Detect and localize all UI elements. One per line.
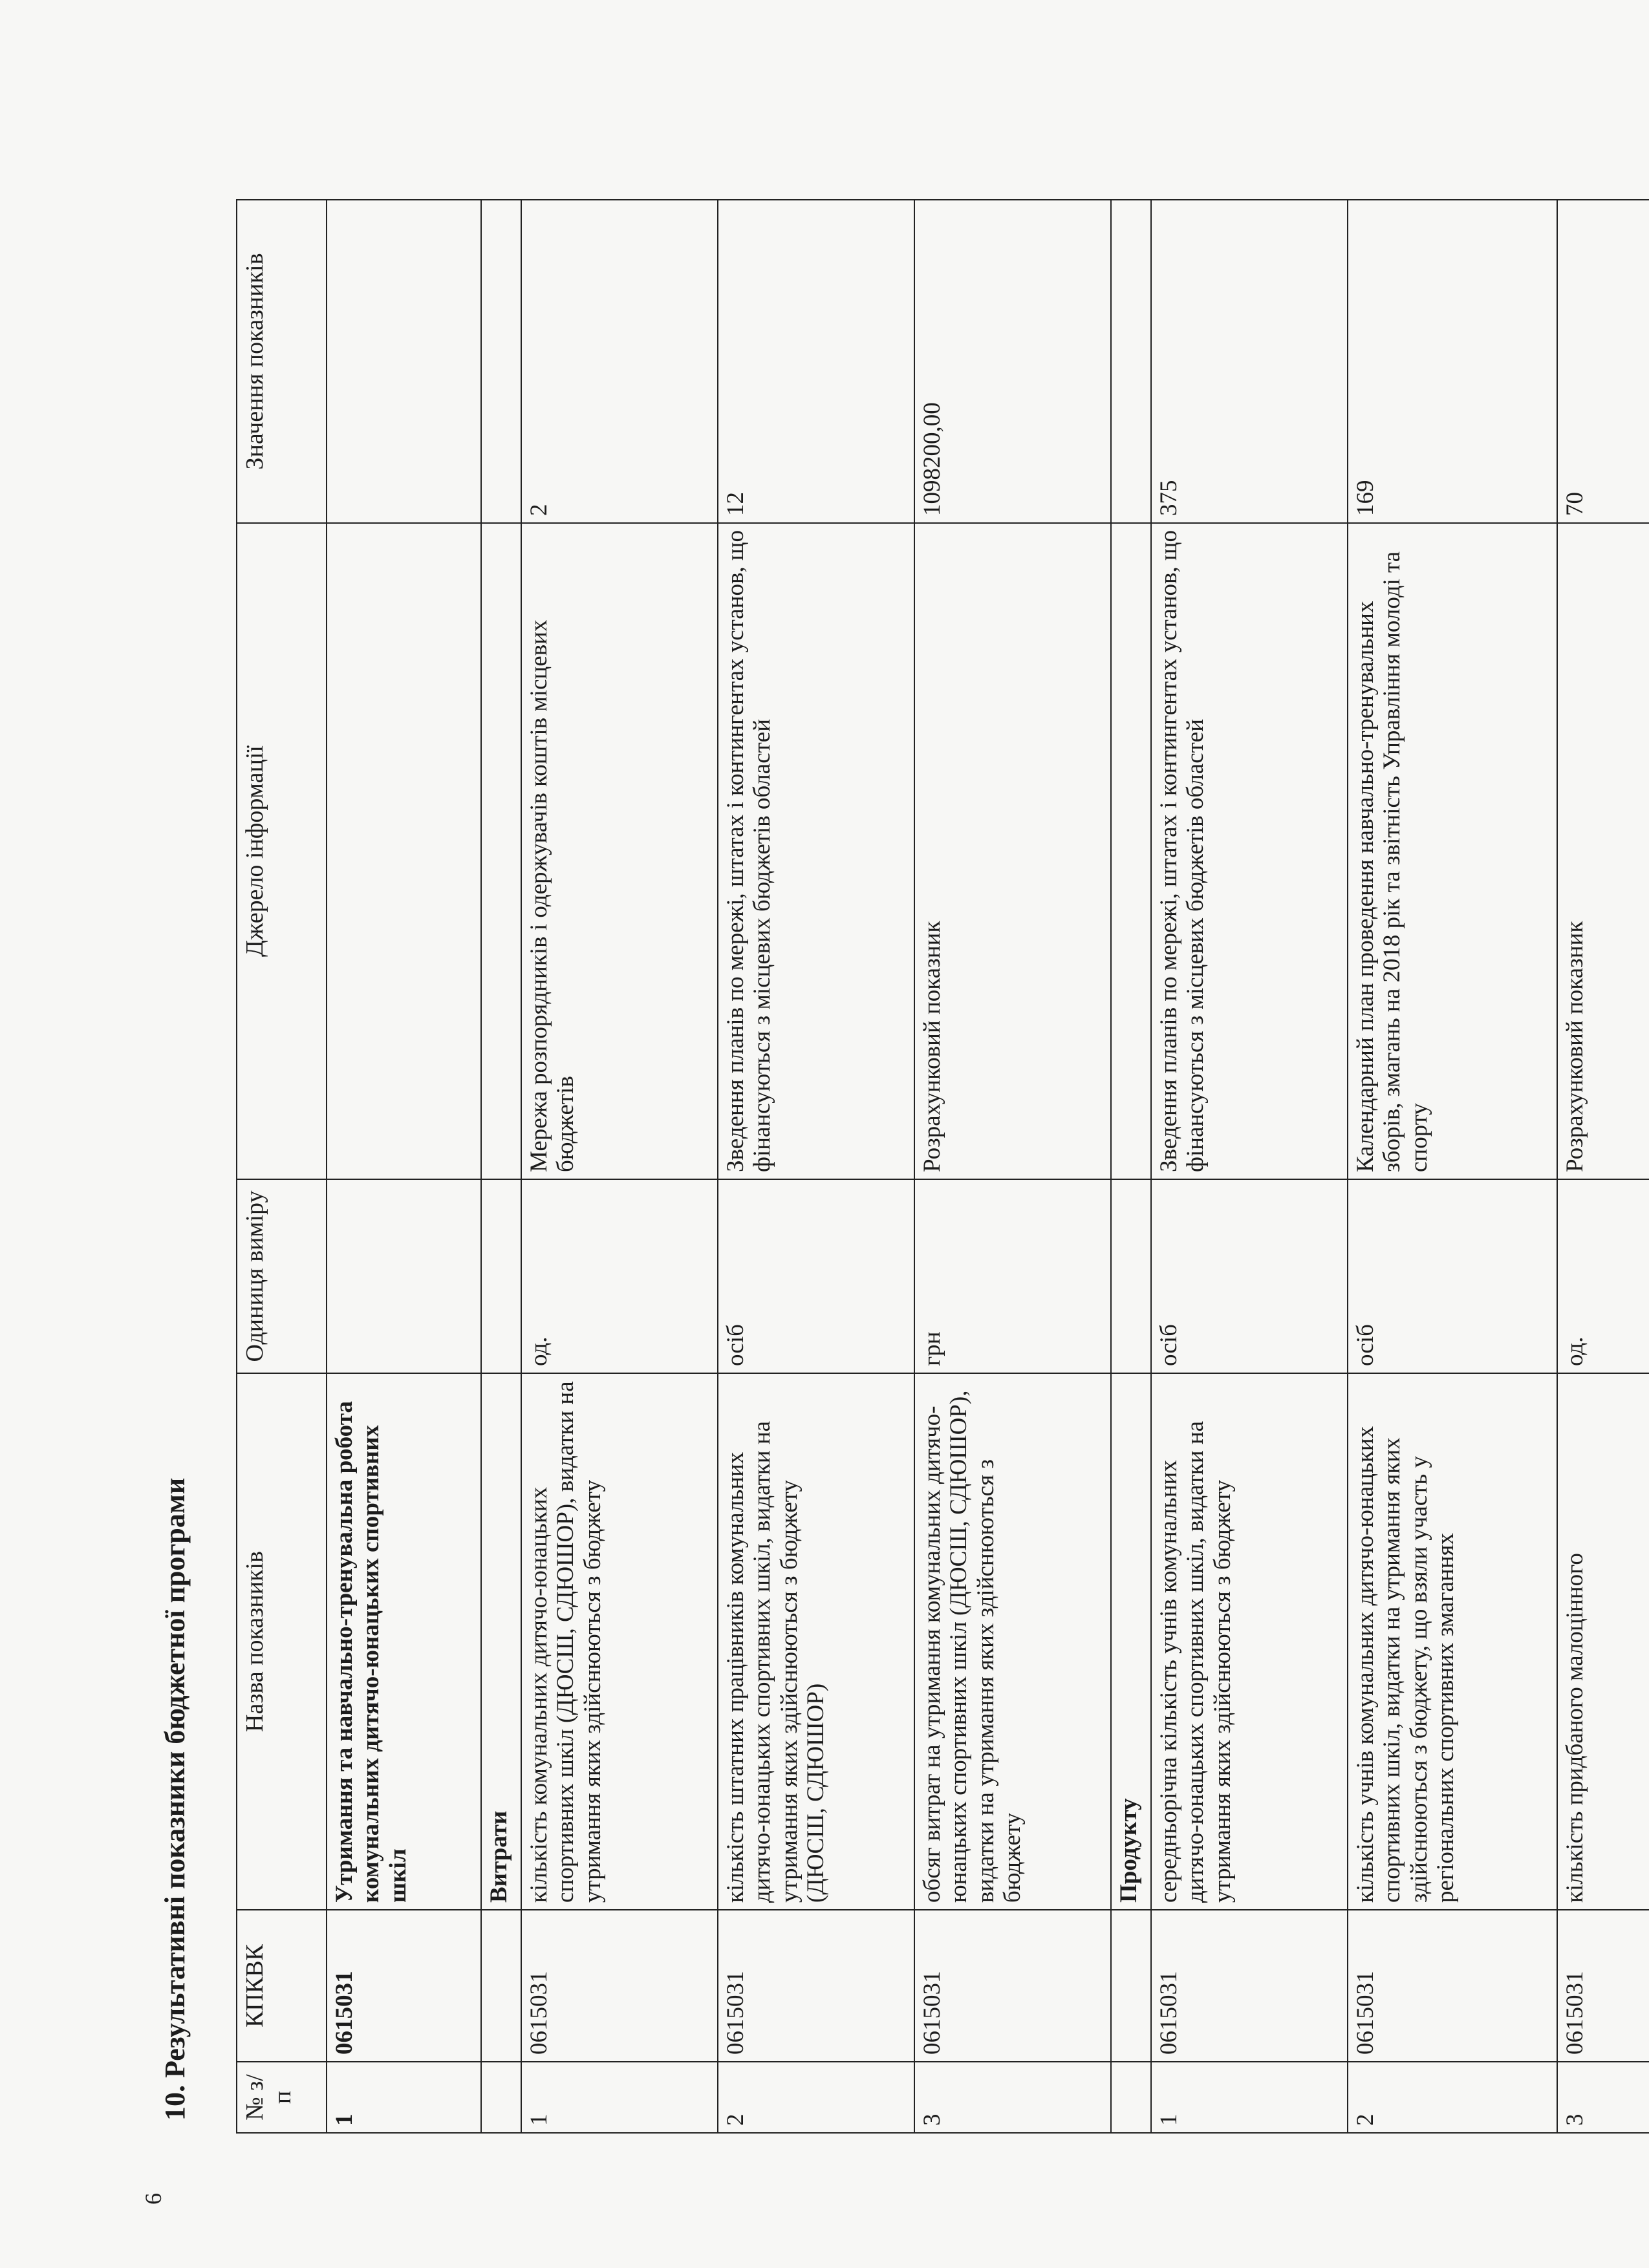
row-code: 0615031 [1557, 1910, 1649, 2062]
row-name: обсяг витрат на утримання комунальних дитячо-юнацьких спортивних шкіл (ДЮСШ, СДЮШОР), видатки на утримання яких здійснюються з бюджету [914, 1373, 1111, 1910]
row-name: кількість штатних працівників комунальних дитячо-юнацьких спортивних шкіл, видатки на утримання яких здійснюються з бюджету (ДЮСШ, СДЮШОР) [718, 1373, 914, 1910]
row-code: 0615031 [1348, 1910, 1557, 2062]
empty-cell [1111, 1179, 1151, 1373]
section-title-product: Продукту [1111, 1373, 1151, 1910]
row-unit: осіб [1151, 1179, 1348, 1373]
row-name: кількість придбаного малоцінного [1557, 1373, 1649, 1910]
table-row [914, 200, 1111, 2133]
row-name: середньорічна кількість учнів комунальних дитячо-юнацьких спортивних шкіл, видатки на утримання яких здійснюються з бюджету [1151, 1373, 1348, 1910]
header-name: Назва показників [237, 1373, 327, 1910]
empty-cell [327, 523, 481, 1179]
program-code: 0615031 [327, 1910, 481, 2062]
row-value: 375 [1151, 200, 1348, 523]
header-num: № з/п [237, 2062, 327, 2133]
row-value: 2 [521, 200, 718, 523]
row-unit: осіб [1348, 1179, 1557, 1373]
row-source: Зведення планів по мережі, штатах і контингентах установ, що фінансуються з місцевих бюджетів областей [718, 523, 914, 1179]
table-row [1151, 200, 1348, 2133]
row-unit: од. [1557, 1179, 1649, 1373]
document-sheet [158, 116, 1613, 2134]
section-title-costs: Витрати [481, 1373, 521, 1910]
row-source: Розрахунковий показник [1557, 523, 1649, 1179]
row-code: 0615031 [1151, 1910, 1348, 2062]
table-header-row [237, 200, 327, 2133]
row-code: 0615031 [521, 1910, 718, 2062]
row-source: Розрахунковий показник [914, 523, 1111, 1179]
row-code: 0615031 [914, 1910, 1111, 2062]
empty-cell [481, 200, 521, 523]
row-source: Зведення планів по мережі, штатах і контингентах установ, що фінансуються з місцевих бюджетів областей [1151, 523, 1348, 1179]
section-title: 10. Результативні показники бюджетної програми [159, 1477, 191, 2121]
row-name: кількість комунальних дитячо-юнацьких спортивних шкіл (ДЮСШ, СДЮШОР), видатки на утримання яких здійснюються з бюджету [521, 1373, 718, 1910]
row-unit: од. [521, 1179, 718, 1373]
row-num: 2 [718, 2062, 914, 2133]
table-row [1348, 200, 1557, 2133]
row-name: кількість учнів комунальних дитячо-юнацьких спортивних шкіл, видатки на утримання яких здійснюються з бюджету, що взяли участь у регіональних спортивних змаганнях [1348, 1373, 1557, 1910]
header-code: КПКВК [237, 1910, 327, 2062]
row-unit: грн [914, 1179, 1111, 1373]
empty-cell [481, 1179, 521, 1373]
row-value: 12 [718, 200, 914, 523]
row-num: 3 [1557, 2062, 1649, 2133]
program-name: Утримання та навчально-тренувальна робота комунальних дитячо-юнацьких спортивних шкіл [327, 1373, 481, 1910]
empty-cell [327, 1179, 481, 1373]
empty-cell [1111, 200, 1151, 523]
row-source: Календарний план проведення навчально-тренувальних зборів, змагань на 2018 рік та звітність Управління молоді та спорту [1348, 523, 1557, 1179]
row-num: 1 [1151, 2062, 1348, 2133]
empty-cell [1111, 2062, 1151, 2133]
row-num: 1 [521, 2062, 718, 2133]
empty-cell [481, 2062, 521, 2133]
table-row [1557, 200, 1649, 2133]
empty-cell [1111, 523, 1151, 1179]
header-value: Значення показників [237, 200, 327, 523]
row-value: 70 [1557, 200, 1649, 523]
header-unit: Одиниця виміру [237, 1179, 327, 1373]
header-source: Джерело інформації [237, 523, 327, 1179]
indicators-table [236, 199, 1649, 2134]
row-value: 169 [1348, 200, 1557, 523]
row-value: 1098200,00 [914, 200, 1111, 523]
empty-cell [481, 1910, 521, 2062]
table-row [521, 200, 718, 2133]
section-row-product [1111, 200, 1151, 2133]
row-code: 0615031 [718, 1910, 914, 2062]
empty-cell [1111, 1910, 1151, 2062]
program-row [327, 200, 481, 2133]
table-row [718, 200, 914, 2133]
page-number: 6 [140, 2193, 166, 2205]
empty-cell [481, 523, 521, 1179]
row-num: 3 [914, 2062, 1111, 2133]
section-row-costs [481, 200, 521, 2133]
empty-cell [327, 200, 481, 523]
program-num: 1 [327, 2062, 481, 2133]
row-unit: осіб [718, 1179, 914, 1373]
row-source: Мережа розпорядників і одержувачів коштів місцевих бюджетів [521, 523, 718, 1179]
row-num: 2 [1348, 2062, 1557, 2133]
